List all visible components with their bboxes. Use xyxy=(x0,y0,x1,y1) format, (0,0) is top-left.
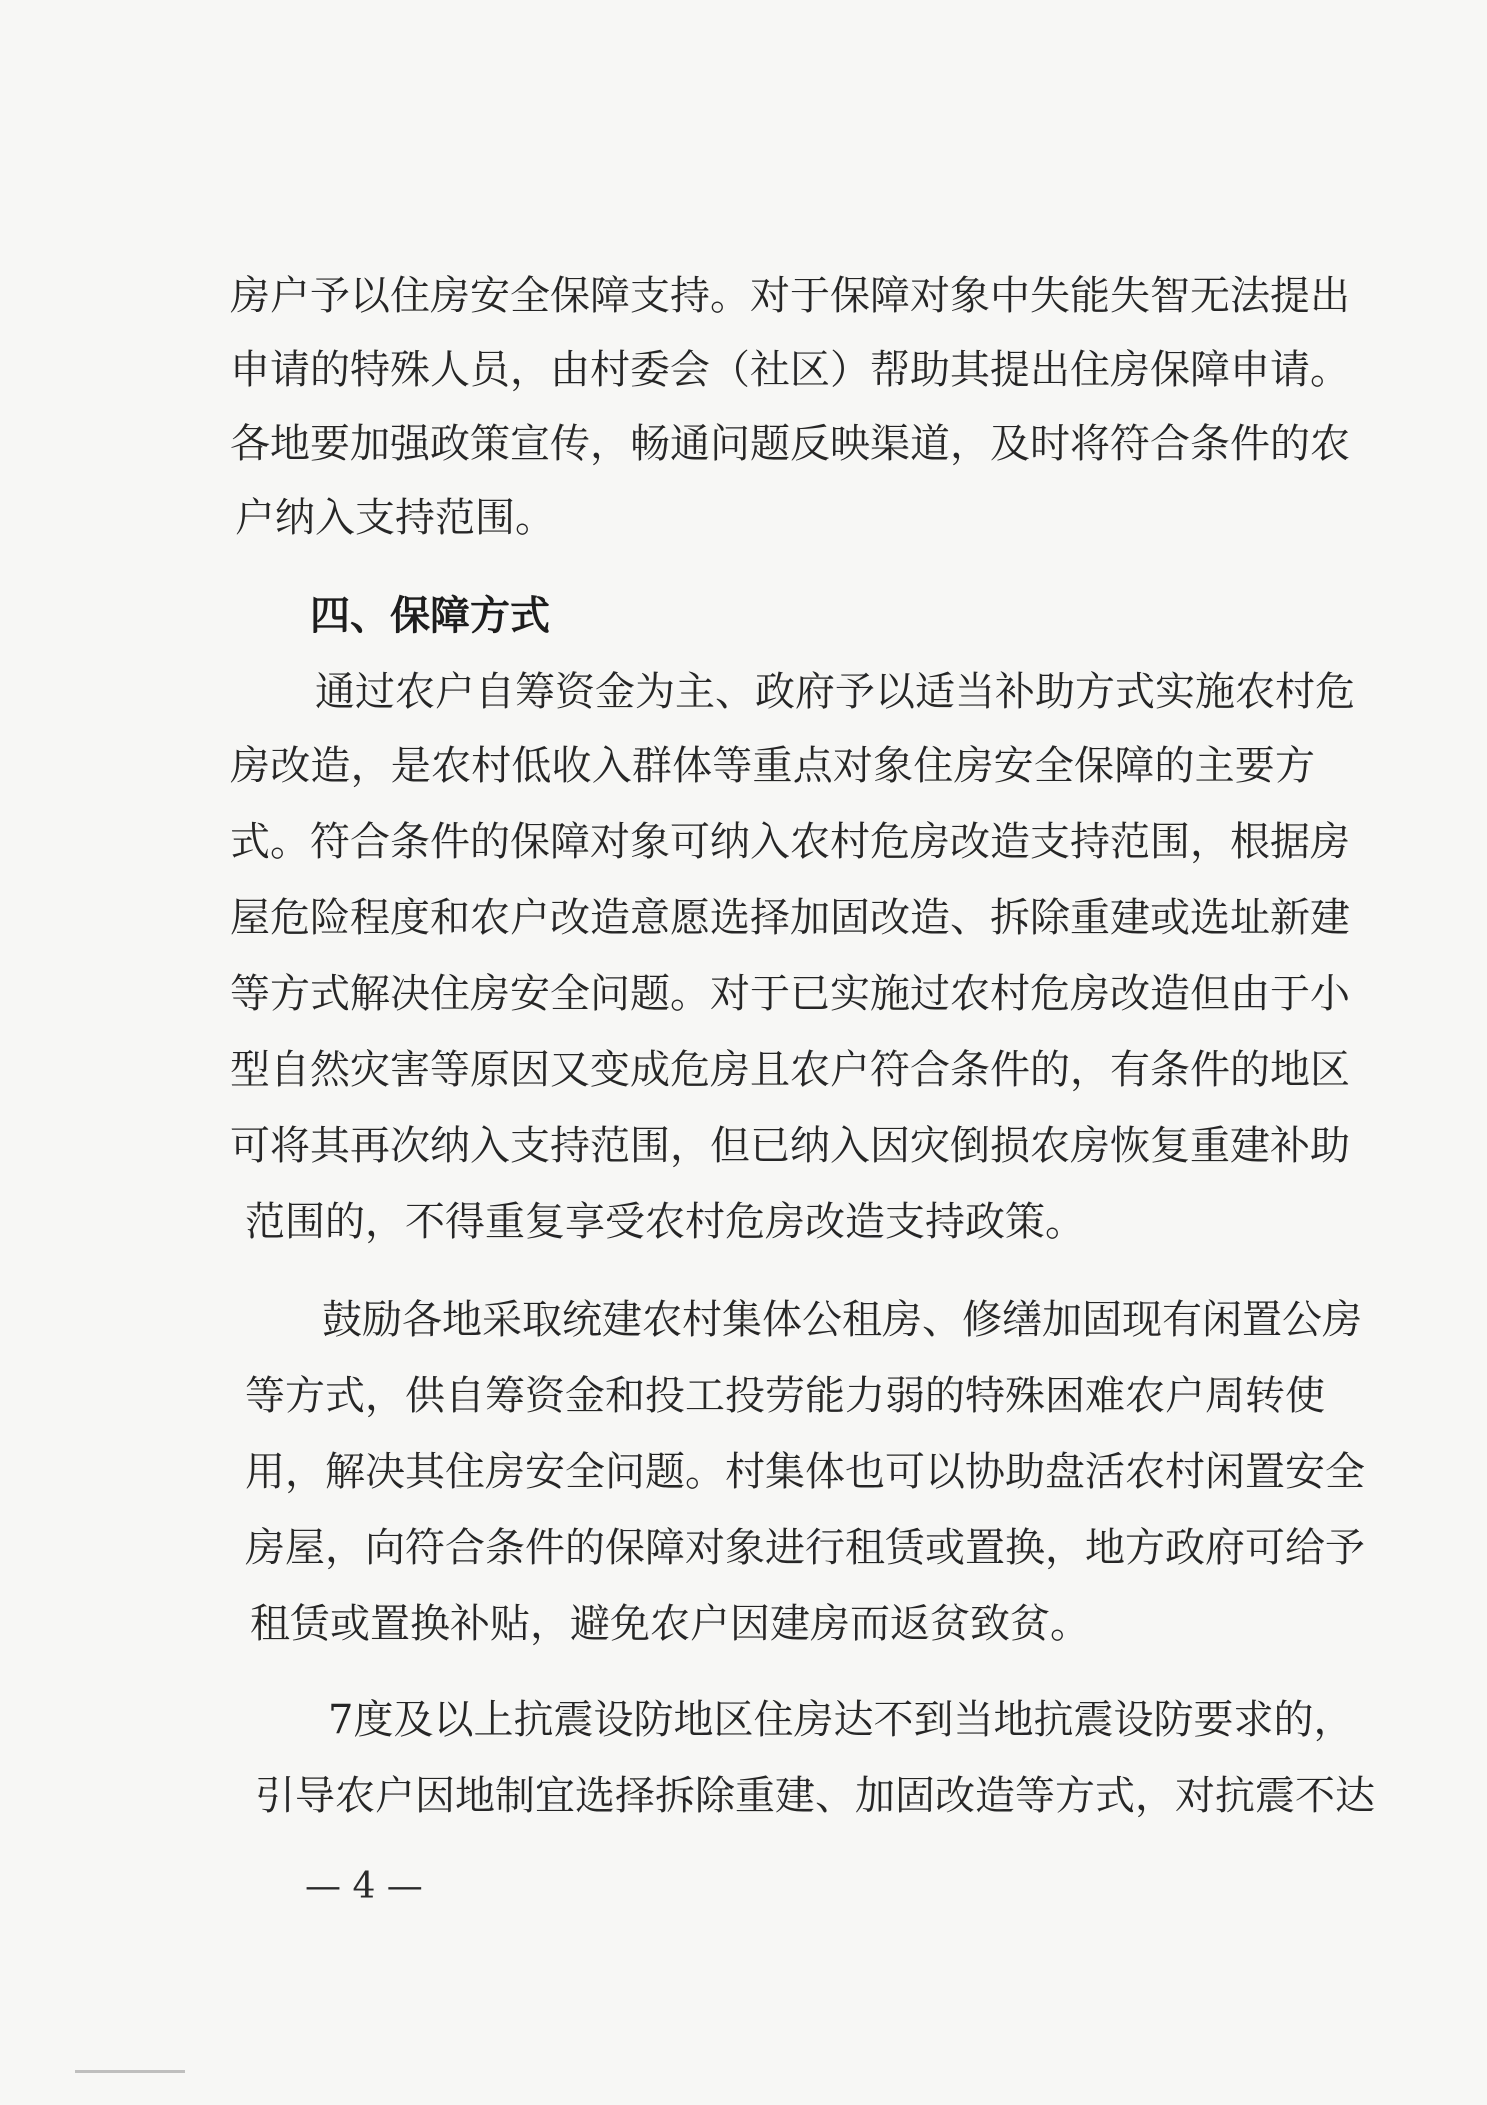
paragraph-line-3: 各地要加强政策宣传，畅通问题反映渠道，及时将符合条件的农 xyxy=(230,421,1350,467)
paragraph-line-19: 7度及以上抗震设防地区住房达不到当地抗震设防要求的， xyxy=(328,1697,1354,1743)
paragraph-line-15: 等方式，供自筹资金和投工投劳能力弱的特殊困难农户周转使 xyxy=(245,1373,1325,1419)
section-heading: 四、保障方式 xyxy=(310,593,550,639)
paragraph-line-18: 租赁或置换补贴，避免农户因建房而返贫致贫。 xyxy=(250,1601,1090,1647)
paragraph-line-14: 鼓励各地采取统建农村集体公租房、修缮加固现有闲置公房 xyxy=(322,1297,1362,1343)
paragraph-line-6: 通过农户自筹资金为主、政府予以适当补助方式实施农村危 xyxy=(315,669,1355,715)
scan-artifact-line xyxy=(75,2070,185,2073)
page-number: — 4 — xyxy=(305,1866,423,1907)
paragraph-line-13: 范围的，不得重复享受农村危房改造支持政策。 xyxy=(245,1199,1085,1245)
paragraph-line-8: 式。符合条件的保障对象可纳入农村危房改造支持范围，根据房 xyxy=(230,819,1350,865)
paragraph-line-9: 屋危险程度和农户改造意愿选择加固改造、拆除重建或选址新建 xyxy=(230,895,1350,941)
paragraph-line-7: 房改造，是农村低收入群体等重点对象住房安全保障的主要方 xyxy=(230,743,1315,789)
paragraph-line-11: 型自然灾害等原因又变成危房且农户符合条件的，有条件的地区 xyxy=(230,1047,1350,1093)
paragraph-line-16: 用，解决其住房安全问题。村集体也可以协助盘活农村闲置安全 xyxy=(245,1449,1365,1495)
paragraph-line-2: 申请的特殊人员，由村委会（社区）帮助其提出住房保障申请。 xyxy=(230,347,1350,393)
paragraph-line-1: 房户予以住房安全保障支持。对于保障对象中失能失智无法提出 xyxy=(230,273,1350,319)
paragraph-line-17: 房屋，向符合条件的保障对象进行租赁或置换，地方政府可给予 xyxy=(245,1525,1365,1571)
paragraph-line-10: 等方式解决住房安全问题。对于已实施过农村危房改造但由于小 xyxy=(230,971,1350,1017)
paragraph-line-4: 户纳入支持范围。 xyxy=(235,495,555,541)
paragraph-line-20: 引导农户因地制宜选择拆除重建、加固改造等方式，对抗震不达 xyxy=(255,1773,1375,1819)
paragraph-line-12: 可将其再次纳入支持范围，但已纳入因灾倒损农房恢复重建补助 xyxy=(230,1123,1350,1169)
